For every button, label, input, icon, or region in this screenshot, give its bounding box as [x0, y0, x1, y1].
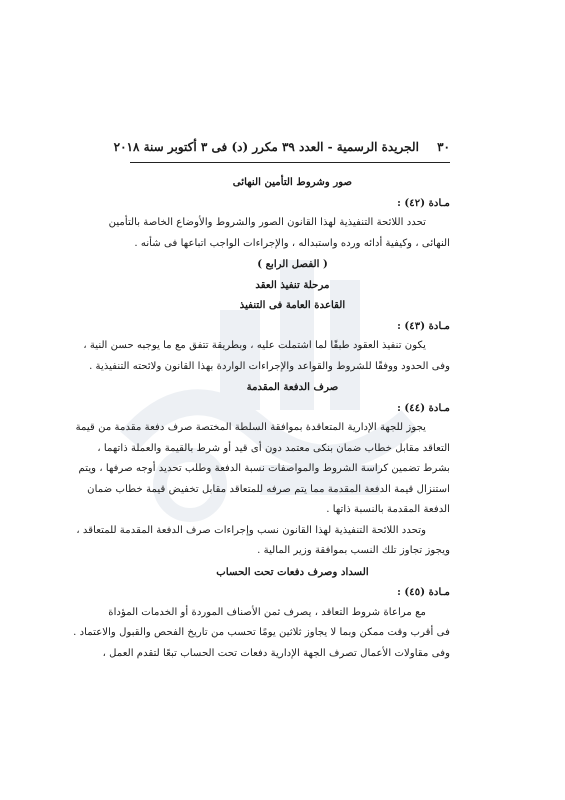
section-heading: مرحلة تنفيذ العقد — [255, 278, 330, 291]
paragraph-line: تحدد اللائحة التنفيذية لهذا القانون الصور والشروط والأوضاع الخاصة بالتأمين — [108, 217, 426, 228]
section-heading: القاعدة العامة فى التنفيذ — [239, 299, 346, 311]
article-heading: مـادة (٤٤) : — [397, 401, 450, 414]
chapter-heading: ( الفصل الرابع ) — [257, 258, 328, 270]
paragraph-line: فى أقرب وقت ممكن وبما لا يجاوز ثلاثين يومًا تحسب من تاريخ الفحص والقبول والاعتماد . — [73, 627, 450, 638]
article-heading: مـادة (٤٢) : — [397, 196, 450, 209]
article-heading: مـادة (٤٣) : — [397, 319, 450, 332]
paragraph-line: يجوز للجهة الإدارية المتعاقدة بموافقة السلطة المختصة صرف دفعة مقدمة من قيمة — [75, 422, 426, 433]
paragraph-line: الدفعة المقدمة بالنسبة ذاتها . — [326, 504, 450, 515]
paragraph-line: وفى الحدود ووفقًا للشروط والقواعد والإجراءات الواردة بهذا القانون ولائحته التنفيذية . — [89, 360, 450, 372]
paragraph-line: استنزال قيمة الدفعة المقدمة مما يتم صرفه للمتعاقد مقابل تخفيض قيمة خطاب ضمان — [87, 483, 450, 495]
paragraph-line: ويجوز تجاوز تلك النسب بموافقة وزير المالية . — [257, 545, 450, 556]
section-heading: السداد وصرف دفعات تحت الحساب — [216, 565, 369, 578]
page-header — [113, 140, 450, 163]
gazette-title: الجريدة الرسمية - العدد ٣٩ مكرر (د) فى ٣ أكتوبر سنة ٢٠١٨ — [113, 140, 419, 154]
paragraph-line: وتحدد اللائحة التنفيذية لهذا القانون نسب وإجراءات صرف الدفعة المقدمة للمتعاقد ، — [76, 524, 426, 536]
paragraph-line: وفى مقاولات الأعمال تصرف الجهة الإدارية دفعات تحت الحساب تبعًا لتقدم العمل ، — [102, 647, 450, 659]
paragraph-line: النهائى ، وكيفية أدائه ورده واستبداله ، والإجراءات الواجب اتباعها فى شأنه . — [134, 237, 450, 249]
paragraph-line: التعاقد مقابل خطاب ضمان بنكى معتمد دون أى قيد أو شرط بالقيمة والعملة ذاتهما ، — [97, 442, 450, 454]
page-number: ٣٠ — [437, 140, 450, 154]
paragraph-line: يكون تنفيذ العقود طبقًا لما اشتملت عليه ، وبطريقة تتفق مع ما يوجبه حسن النية ، — [83, 340, 426, 351]
section-heading: صور وشروط التأمين النهائى — [232, 176, 353, 188]
paragraph-line: مع مراعاة شروط التعاقد ، يصرف ثمن الأصناف الموردة أو الخدمات المؤداة — [108, 606, 426, 618]
document-body — [73, 172, 450, 664]
section-heading: صرف الدفعة المقدمة — [246, 381, 339, 393]
paragraph-line: بشرط تضمين كراسة الشروط والمواصفات نسبة الدفعة وطلب تحديد أوجه صرفها ، ويتم — [78, 463, 450, 474]
article-heading: مـادة (٤٥) : — [397, 586, 450, 598]
